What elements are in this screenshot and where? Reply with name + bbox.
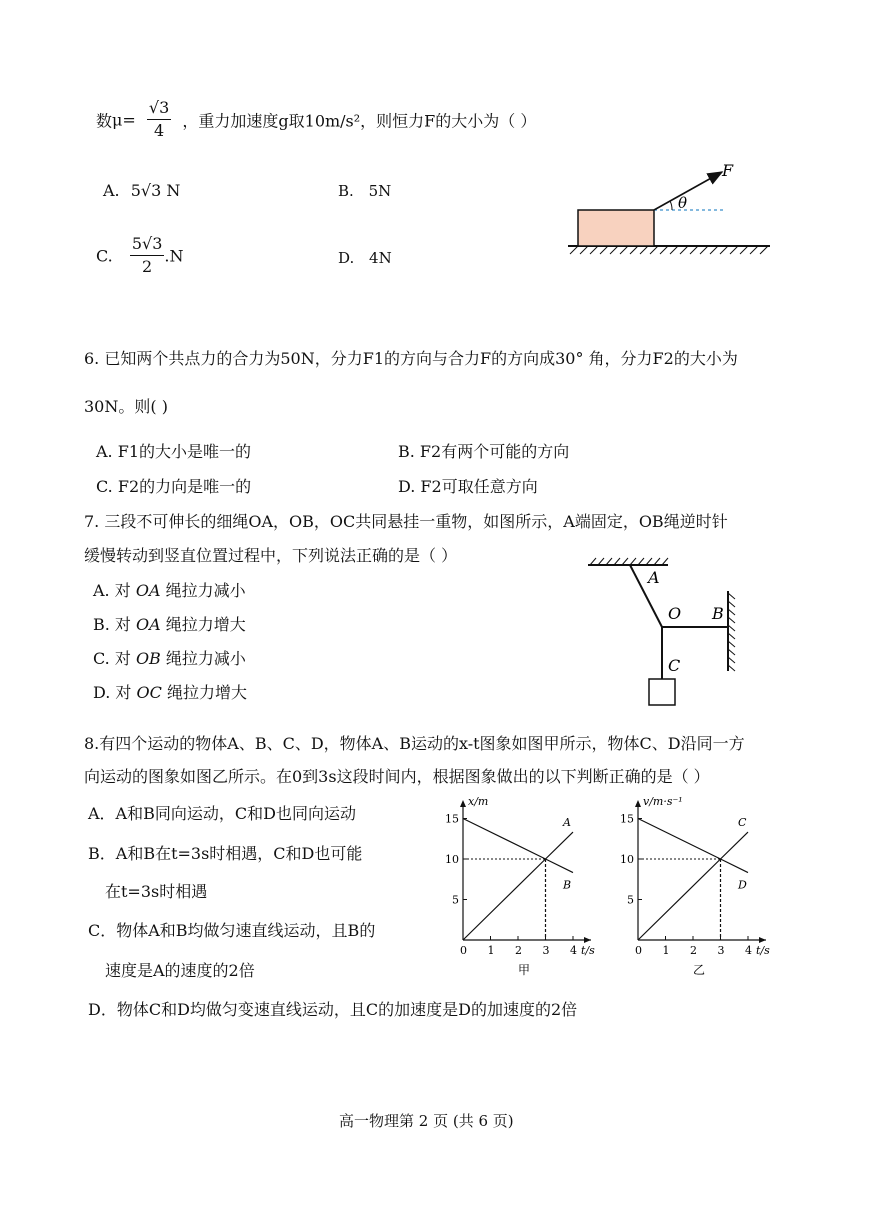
page-footer: 高一物理第 2 页 (共 6 页): [339, 1112, 514, 1130]
yi-x-arrowhead: [759, 937, 766, 943]
q7-label-a: A: [648, 568, 660, 587]
q6-option-d: D. F2可取任意方向: [398, 477, 538, 496]
q7-option-d-prefix: D. 对: [93, 683, 137, 702]
jia-y-axis-label: x/m: [468, 795, 489, 808]
q8-stem-line2: 向运动的图象如图乙所示。在0到3s这段时间内，根据图象做出的以下判断正确的是（ ）: [84, 767, 710, 786]
q5-option-d-value: 4N: [369, 249, 392, 267]
q5-force-arrow: [654, 172, 722, 210]
jia-series-b-label: B: [563, 878, 572, 892]
jia-y-tick-label: 5: [452, 893, 459, 907]
jia-x-tick-label: 1: [487, 944, 495, 957]
q7-option-c-prefix: C. 对: [93, 649, 136, 668]
q7-label-b: B: [712, 604, 724, 623]
q5-stem-suffix: ，重力加速度g取10m/s²，则恒力F的大小为（ ）: [182, 111, 537, 131]
q7-wall-hatching: [728, 593, 735, 671]
jia-series-a-line: [463, 832, 573, 940]
q5-option-c-fraction: [130, 234, 165, 278]
q8-stem-line1: 8.有四个运动的物体A、B、C、D，物体A、B运动的x-t图象如图甲所示，物体C、D沿同一方: [84, 734, 745, 753]
yi-y-arrowhead: [635, 800, 641, 807]
q7-option-d: [93, 680, 247, 703]
q5-mu-numerator: √3: [147, 98, 171, 120]
jia-y-arrowhead: [460, 800, 466, 807]
jia-y-tick-label: 10: [445, 853, 459, 866]
jia-x-axis-label: t/s: [581, 944, 595, 957]
q7-option-c-suffix: 绳拉力减小: [160, 649, 246, 668]
q7-stem-line1: 7. 三段不可伸长的细绳OA，OB，OC共同悬挂一重物，如图所示，A端固定，OB绳逆时针: [84, 512, 728, 531]
jia-x-tick-label: 2: [515, 944, 522, 957]
yi-x-tick-label: 0: [635, 944, 642, 957]
q5-stem-prefix: 数: [96, 111, 113, 131]
q7-option-a-prefix: A. 对: [93, 581, 136, 600]
q5-mu: μ=: [112, 110, 136, 130]
q7-option-a-rope: OA: [135, 581, 161, 600]
q7-label-o: O: [668, 604, 682, 623]
q5-option-a-label: A.: [103, 181, 120, 200]
q8-option-d: D．物体C和D均做匀变速直线运动，且C的加速度是D的加速度的2倍: [88, 1000, 578, 1019]
yi-y-axis-label: v/m·s⁻¹: [643, 795, 683, 808]
q5-option-a-value: 5√3 N: [130, 181, 181, 200]
q5-option-d-label: D.: [338, 249, 355, 267]
yi-x-axis-label: t/s: [756, 944, 770, 957]
yi-caption: 乙: [693, 963, 706, 977]
q8-option-a: A．A和B同向运动，C和D也同向运动: [88, 804, 356, 823]
yi-y-tick-label: 5: [627, 893, 634, 907]
q5-option-c-label: C.: [96, 246, 113, 266]
yi-x-tick-label: 1: [662, 944, 670, 957]
q7-option-b: [93, 612, 246, 635]
q8-option-c-line1: C．物体A和B均做匀速直线运动，且B的: [88, 921, 376, 940]
q5-option-c-unit: .N: [164, 246, 184, 266]
q5-mu-fraction: [147, 98, 171, 142]
q8-chart-yi: [607, 792, 777, 978]
jia-series-b-line: [463, 819, 573, 873]
q5-figure: [560, 160, 780, 260]
q7-option-b-rope: OA: [136, 615, 161, 634]
q7-option-c-rope: OB: [135, 649, 161, 668]
q7-option-b-prefix: B. 对: [93, 615, 137, 634]
yi-y-tick-label: 10: [620, 853, 634, 866]
q6-stem-line1: 6. 已知两个共点力的合力为50N，分力F1的方向与合力F的方向成30° 角，分力F2的大小为: [84, 349, 738, 368]
q5-mu-denominator: 4: [154, 121, 165, 140]
q8-option-b-line2: 在t=3s时相遇: [105, 882, 208, 901]
q5-floor-hatching: [570, 246, 768, 254]
q7-option-a: [93, 578, 246, 601]
q5-option-c-numerator: 5√3: [130, 234, 165, 256]
yi-x-tick-label: 2: [690, 944, 697, 957]
jia-x-tick-label: 0: [460, 944, 467, 957]
yi-series-d-label: D: [738, 878, 747, 892]
yi-series-c-line: [638, 832, 748, 940]
q8-option-b-line1: B．A和B在t=3s时相遇，C和D也可能: [88, 844, 363, 863]
q5-option-d: [338, 249, 392, 267]
q7-stem-line2: 缓慢转动到竖直位置过程中，下列说法正确的是（ ）: [84, 546, 458, 565]
q5-option-a: [103, 181, 180, 200]
yi-x-tick-label: 3: [717, 944, 725, 957]
q6-option-b: B. F2有两个可能的方向: [398, 442, 570, 461]
q7-option-a-suffix: 绳拉力减小: [160, 581, 246, 600]
q5-option-b: [338, 182, 391, 200]
q5-force-label: F: [722, 161, 734, 180]
yi-series-d-line: [638, 819, 748, 873]
q7-option-d-rope: OC: [136, 683, 162, 702]
yi-series-c-label: C: [738, 816, 747, 830]
q6-option-c: C. F2的力向是唯一的: [96, 477, 252, 496]
q5-option-b-value: 5N: [368, 182, 392, 200]
q7-option-b-suffix: 绳拉力增大: [160, 615, 246, 634]
q8-option-c-line2: 速度是A的速度的2倍: [105, 961, 255, 980]
q7-option-c: [93, 646, 246, 669]
yi-x-tick-label: 4: [745, 944, 752, 957]
q6-option-a: A. F1的大小是唯一的: [96, 442, 252, 461]
yi-y-tick-label: 15: [620, 812, 634, 826]
jia-caption: 甲: [518, 963, 531, 977]
q7-weight: [649, 679, 675, 705]
q5-angle-arc: [670, 201, 672, 210]
q7-label-c: C: [668, 656, 681, 675]
q5-stem: [96, 98, 536, 142]
jia-y-tick-label: 15: [445, 812, 459, 826]
jia-series-a-label: A: [563, 816, 571, 830]
q5-option-c: [96, 234, 184, 278]
q8-chart-jia: [432, 792, 607, 978]
q5-option-b-label: B.: [338, 182, 354, 200]
jia-x-tick-label: 4: [570, 944, 577, 957]
q5-block: [578, 210, 654, 246]
q7-figure: [580, 555, 750, 710]
q7-option-d-suffix: 绳拉力增大: [161, 683, 247, 702]
jia-x-tick-label: 3: [542, 944, 550, 957]
q7-ceiling-hatching: [590, 558, 668, 565]
q5-option-c-denominator: 2: [142, 257, 153, 276]
jia-x-arrowhead: [584, 937, 591, 943]
q6-stem-line2: 30N。则( ): [84, 397, 168, 416]
q5-angle-label: θ: [678, 194, 688, 212]
